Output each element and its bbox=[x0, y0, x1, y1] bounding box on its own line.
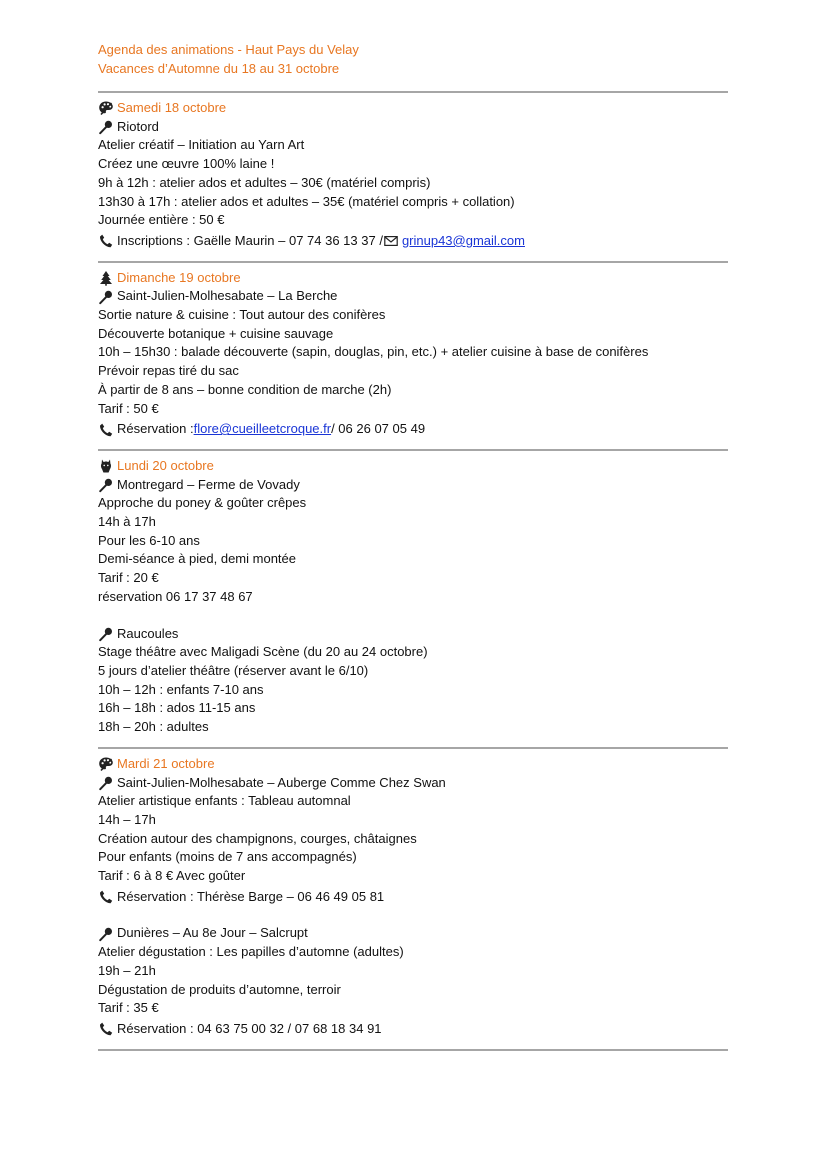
day-section bbox=[98, 99, 728, 251]
event-detail-line: À partir de 8 ans – bonne condition de marche (2h) bbox=[98, 381, 392, 397]
event-detail-line: Journée entière : 50 € bbox=[98, 212, 225, 228]
event-contact bbox=[98, 1020, 728, 1039]
phone-icon bbox=[98, 422, 114, 438]
event-detail-line: 9h à 12h : atelier ados et adultes – 30€ (matériel compris) bbox=[98, 174, 431, 190]
contact-text: Inscriptions : Gaëlle Maurin – 07 74 36 13 37 / bbox=[117, 232, 383, 248]
event-detail-line: 18h – 20h : adultes bbox=[98, 719, 209, 735]
pin-icon bbox=[98, 926, 114, 942]
day-heading bbox=[98, 99, 728, 118]
day-label: Mardi 21 octobre bbox=[117, 755, 215, 771]
horse-icon bbox=[98, 458, 114, 474]
day-label: Lundi 20 octobre bbox=[117, 457, 214, 473]
event-detail-line: Tarif : 6 à 8 € Avec goûter bbox=[98, 868, 246, 884]
event-spacer bbox=[98, 906, 728, 924]
event-location bbox=[98, 924, 728, 943]
event-detail-line: Prévoir repas tiré du sac bbox=[98, 363, 239, 379]
day-label: Samedi 18 octobre bbox=[117, 100, 227, 115]
day-section bbox=[98, 269, 728, 439]
event-detail-line: Sortie nature & cuisine : Tout autour des conifères bbox=[98, 307, 386, 323]
event-detail-line: Atelier artistique enfants : Tableau automnal bbox=[98, 793, 351, 809]
event-detail-line: Créez une œuvre 100% laine ! bbox=[98, 156, 275, 172]
phone-icon bbox=[98, 889, 114, 905]
agenda-header bbox=[98, 40, 728, 78]
location-label: Riotord bbox=[117, 118, 159, 134]
day-heading bbox=[98, 457, 728, 476]
event-detail-line: 13h30 à 17h : atelier ados et adultes – 35€ (matériel compris + collation) bbox=[98, 193, 515, 209]
event-detail-line: Atelier dégustation : Les papilles d’automne (adultes) bbox=[98, 944, 404, 960]
event-detail-line: Création autour des champignons, courges, châtaignes bbox=[98, 830, 417, 846]
event-detail-line: Stage théâtre avec Maligadi Scène (du 20 au 24 octobre) bbox=[98, 644, 428, 660]
section-divider bbox=[98, 1049, 728, 1051]
event-location bbox=[98, 287, 728, 306]
agenda-page bbox=[98, 40, 728, 1057]
event-location bbox=[98, 118, 728, 137]
phone-icon bbox=[98, 233, 114, 249]
location-label: Raucoules bbox=[117, 625, 179, 641]
event-detail-line: Approche du poney & goûter crêpes bbox=[98, 495, 307, 511]
palette-icon bbox=[98, 100, 114, 116]
pin-icon bbox=[98, 477, 114, 493]
agenda-body bbox=[98, 91, 728, 1051]
email-link[interactable]: grinup43@gmail.com bbox=[401, 232, 525, 248]
event-detail-line: 10h – 12h : enfants 7-10 ans bbox=[98, 681, 264, 697]
event-contact bbox=[98, 888, 728, 907]
section-divider bbox=[98, 747, 728, 749]
event-detail-line: Dégustation de produits d’automne, terroir bbox=[98, 981, 341, 997]
event-detail-line: réservation 06 17 37 48 67 bbox=[98, 588, 253, 604]
contact-text: Réservation : Thérèse Barge – 06 46 49 05 81 bbox=[117, 888, 385, 904]
contact-text: Réservation : bbox=[117, 421, 194, 437]
event-detail-line: Pour les 6-10 ans bbox=[98, 532, 200, 548]
location-label: Montregard – Ferme de Vovady bbox=[117, 476, 300, 492]
event-detail-line: Demi-séance à pied, demi montée bbox=[98, 551, 296, 567]
event-detail-line: Tarif : 35 € bbox=[98, 1000, 159, 1016]
pin-icon bbox=[98, 626, 114, 642]
tree-icon bbox=[98, 270, 114, 286]
pin-icon bbox=[98, 289, 114, 305]
event-detail-line: Découverte botanique + cuisine sauvage bbox=[98, 325, 334, 341]
event-contact bbox=[98, 232, 728, 251]
agenda-title: Agenda des animations - Haut Pays du Velay bbox=[98, 42, 359, 57]
location-label: Saint-Julien-Molhesabate – Auberge Comme Chez Swan bbox=[117, 774, 446, 790]
pin-icon bbox=[98, 775, 114, 791]
pin-icon bbox=[98, 119, 114, 135]
event-detail-line: 14h – 17h bbox=[98, 811, 156, 827]
section-divider bbox=[98, 449, 728, 451]
day-section bbox=[98, 457, 728, 737]
day-section bbox=[98, 755, 728, 1039]
event-detail-line: Tarif : 20 € bbox=[98, 570, 159, 586]
section-divider bbox=[98, 91, 728, 93]
event-detail-line: 19h – 21h bbox=[98, 962, 156, 978]
event-location bbox=[98, 625, 728, 644]
agenda-subtitle: Vacances d’Automne du 18 au 31 octobre bbox=[98, 61, 340, 76]
event-contact bbox=[98, 420, 728, 439]
event-detail-line: 14h à 17h bbox=[98, 514, 156, 530]
event-detail-line: 5 jours d’atelier théâtre (réserver avant le 6/10) bbox=[98, 662, 369, 678]
envelope-icon bbox=[383, 233, 399, 249]
day-heading bbox=[98, 755, 728, 774]
location-label: Dunières – Au 8e Jour – Salcrupt bbox=[117, 925, 308, 941]
event-detail-line: 10h – 15h30 : balade découverte (sapin, douglas, pin, etc.) + atelier cuisine à base de conifères bbox=[98, 344, 649, 360]
event-detail-line: Tarif : 50 € bbox=[98, 400, 159, 416]
event-spacer bbox=[98, 607, 728, 625]
event-detail-line: Pour enfants (moins de 7 ans accompagnés) bbox=[98, 849, 357, 865]
contact-text: Réservation : 04 63 75 00 32 / 07 68 18 34 91 bbox=[117, 1020, 382, 1036]
email-link[interactable]: flore@cueilleetcroque.fr bbox=[193, 421, 332, 437]
palette-icon bbox=[98, 756, 114, 772]
event-location bbox=[98, 476, 728, 495]
event-location bbox=[98, 774, 728, 793]
event-detail-line: Atelier créatif – Initiation au Yarn Art bbox=[98, 137, 305, 153]
location-label: Saint-Julien-Molhesabate – La Berche bbox=[117, 288, 338, 304]
contact-after: / 06 26 07 05 49 bbox=[331, 421, 426, 437]
day-label: Dimanche 19 octobre bbox=[117, 269, 241, 285]
event-detail-line: 16h – 18h : ados 11-15 ans bbox=[98, 700, 256, 716]
section-divider bbox=[98, 261, 728, 263]
phone-icon bbox=[98, 1021, 114, 1037]
day-heading bbox=[98, 269, 728, 288]
